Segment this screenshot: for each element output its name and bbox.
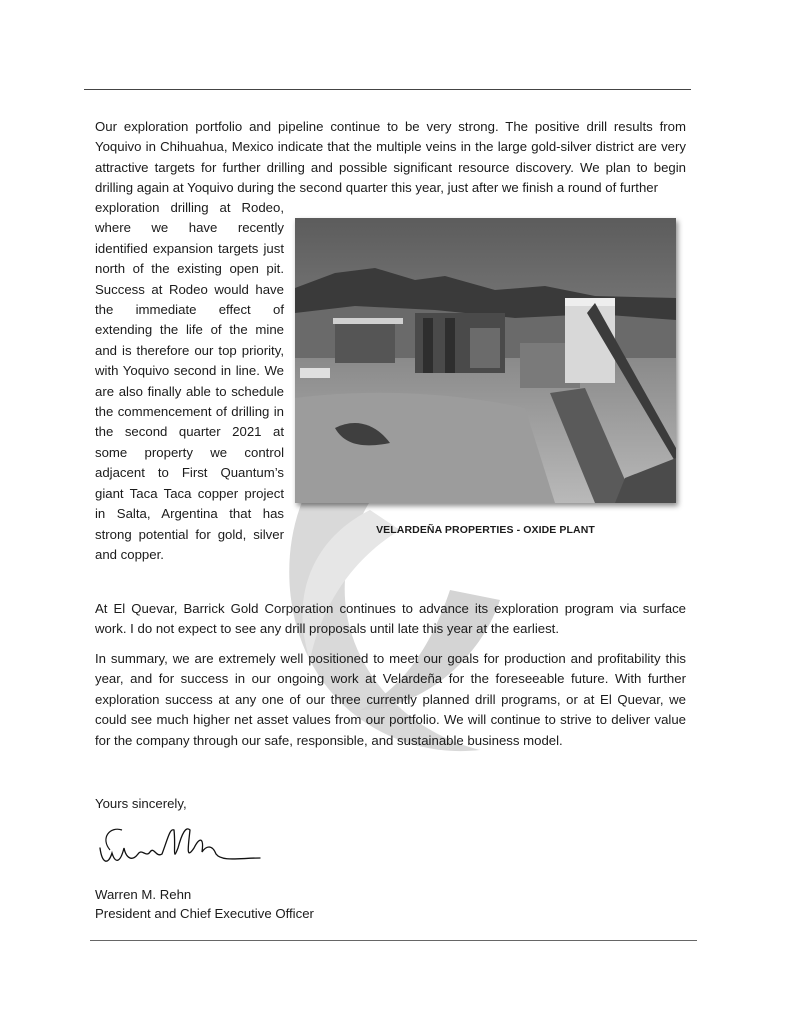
paragraph-el-quevar: At El Quevar, Barrick Gold Corporation continues to advance its exploration program via surface work. I do not expect to see any drill proposals until late this year at the earliest. bbox=[95, 601, 686, 637]
photo-caption: VELARDEÑA PROPERTIES - OXIDE PLANT bbox=[376, 524, 595, 536]
paragraph-exploration-continued: exploration drilling at Rodeo, where we have recently identified expansion targets just north of the existing open pit. Success at Rodeo would have the immediate effect of extending the life of the mine and is therefore our top priority, with Yoquivo second in line. We are also finally able to schedule the commencement of drilling in the second quarter 2021 at some property we control adjacent to First Quantum’s giant Taca Taca copper project in Salta, Argentina that has strong potential for gold, silver and copper. bbox=[95, 200, 284, 562]
top-divider bbox=[84, 89, 691, 90]
oxide-plant-photo bbox=[295, 218, 676, 503]
bottom-divider bbox=[90, 940, 697, 941]
paragraph-summary: In summary, we are extremely well positioned to meet our goals for production and profitability this year, and for success in our ongoing work at Velardeña for the foreseeable future. With further exploration success at any one of our three currently planned drill programs, or at El Quevar, we could see much higher net asset values from our portfolio. We will continue to strive to deliver value for the company through our safe, responsible, and sustainable business model. bbox=[95, 651, 686, 748]
signatory-title: President and Chief Executive Officer bbox=[95, 906, 314, 921]
closing-salutation: Yours sincerely, bbox=[95, 796, 187, 811]
signatory-name: Warren M. Rehn bbox=[95, 887, 192, 902]
handwritten-signature bbox=[90, 818, 270, 873]
paragraph-exploration: Our exploration portfolio and pipeline continue to be very strong. The positive drill results from Yoquivo in Chihuahua, Mexico indicate that the multiple veins in the large gold-silver district are very attractive targets for further drilling and possible significant resource discovery. We plan to begin drilling again at Yoquivo during the second quarter this year, just after we finish a round of further bbox=[95, 119, 686, 196]
